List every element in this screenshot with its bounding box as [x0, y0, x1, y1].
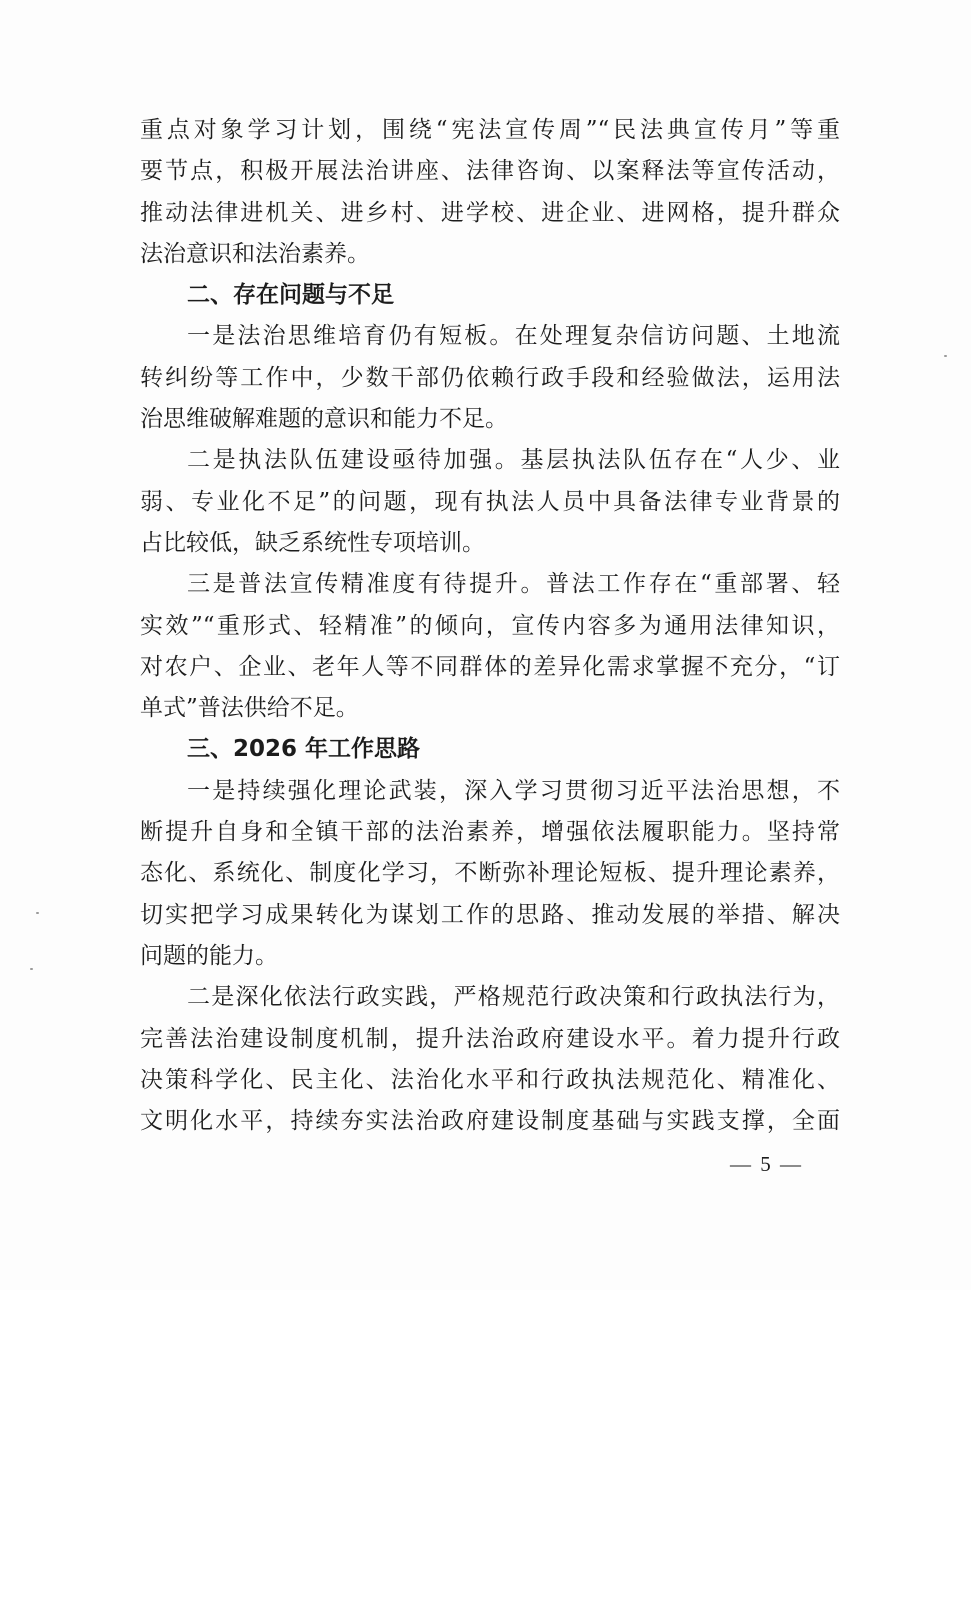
- scan-speck: [36, 912, 39, 914]
- text-line: 决策科学化、民主化、法治化水平和行政执法规范化、精准化、: [140, 1066, 840, 1093]
- text-line: 切实把学习成果转化为谋划工作的思路、推动发展的举措、解决: [140, 901, 840, 928]
- body-text: [140, 110, 840, 1142]
- text-line: 问题的能力。: [140, 942, 278, 969]
- scan-speck: [30, 968, 33, 970]
- section-heading: 二、存在问题与不足: [187, 282, 394, 309]
- section-heading: 三、2026 年工作思路: [187, 736, 421, 763]
- text-line: 二是深化依法行政实践，严格规范行政决策和行政执法行为，: [187, 984, 840, 1011]
- scan-speck: [944, 355, 947, 357]
- text-line: 二是执法队伍建设亟待加强。基层执法队伍存在“人少、业: [187, 447, 840, 474]
- text-line: 要节点，积极开展法治讲座、法律咨询、以案释法等宣传活动，: [140, 158, 840, 185]
- text-line: 法治意识和法治素养。: [140, 240, 370, 267]
- text-line: 单式”普法供给不足。: [140, 695, 359, 722]
- text-line: 断提升自身和全镇干部的法治素养，增强依法履职能力。坚持常: [140, 819, 840, 846]
- text-line: 转纠纷等工作中，少数干部仍依赖行政手段和经验做法，运用法: [140, 364, 840, 391]
- text-line: 文明化水平，持续夯实法治政府建设制度基础与实践支撑，全面: [140, 1108, 840, 1135]
- text-line: 实效”“重形式、轻精准”的倾向，宣传内容多为通用法律知识，: [140, 612, 840, 639]
- text-line: 三是普法宣传精准度有待提升。普法工作存在“重部署、轻: [187, 571, 840, 598]
- text-line: 完善法治建设制度机制，提升法治政府建设水平。着力提升行政: [140, 1025, 840, 1052]
- text-line: 一是持续强化理论武装，深入学习贯彻习近平法治思想，不: [187, 777, 840, 804]
- text-line: 一是法治思维培育仍有短板。在处理复杂信访问题、土地流: [187, 323, 840, 350]
- page-number: — 5 —: [730, 1152, 803, 1176]
- text-line: 对农户、企业、老年人等不同群体的差异化需求掌握不充分，“订: [140, 653, 840, 680]
- text-line: 治思维破解难题的意识和能力不足。: [140, 406, 508, 433]
- text-line: 弱、专业化不足”的问题，现有执法人员中具备法律专业背景的: [140, 488, 840, 515]
- text-line: 态化、系统化、制度化学习，不断弥补理论短板、提升理论素养，: [140, 860, 840, 887]
- text-line: 占比较低，缺乏系统性专项培训。: [140, 529, 485, 556]
- text-line: 重点对象学习计划，围绕“宪法宣传周”“民法典宣传月”等重: [140, 117, 840, 143]
- text-line: 推动法律进机关、进乡村、进学校、进企业、进网格，提升群众: [140, 199, 840, 226]
